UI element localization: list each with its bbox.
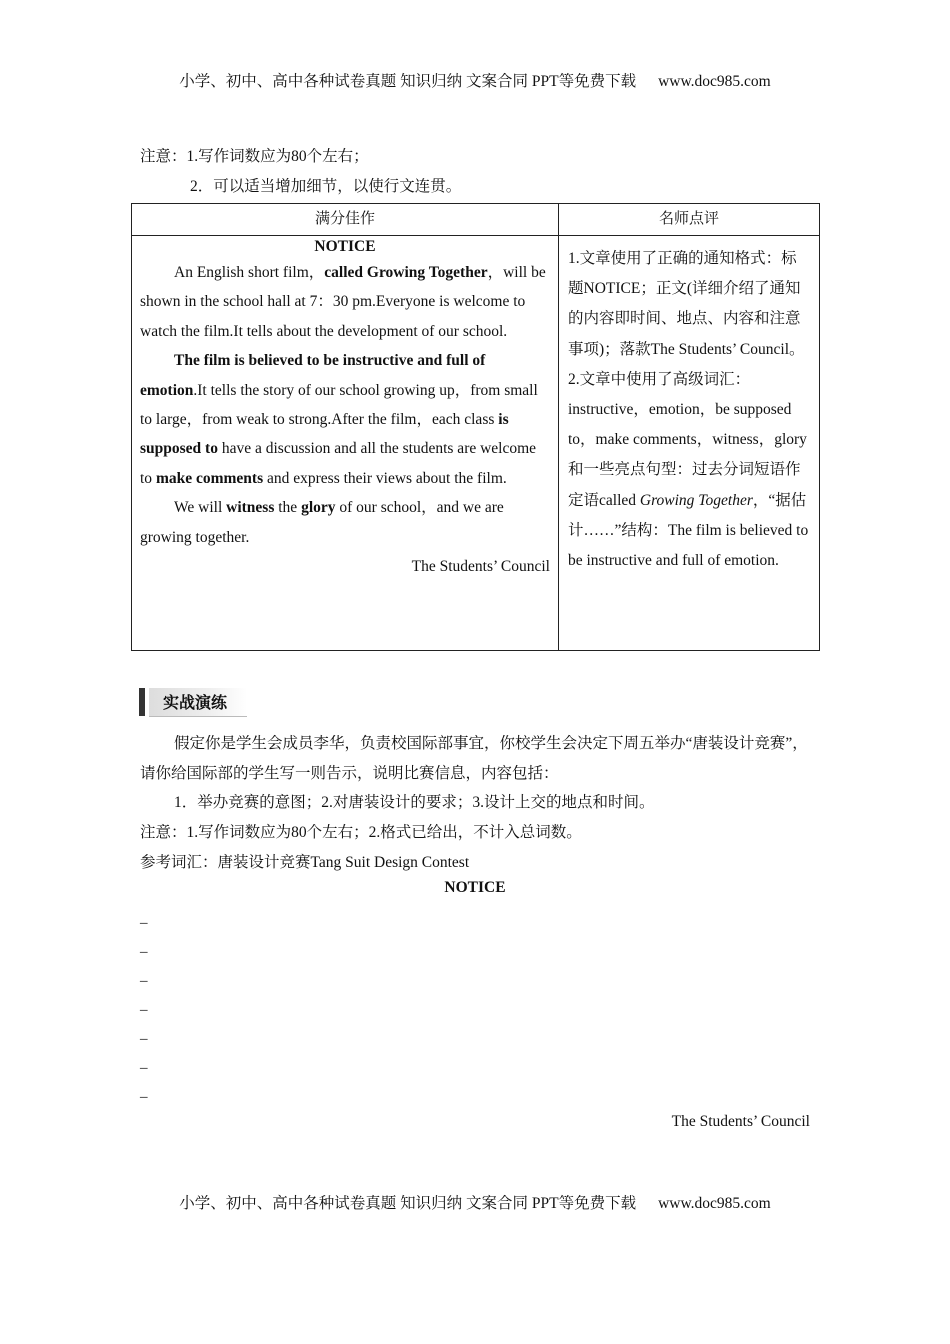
col-header-essay: 满分佳作 (132, 204, 559, 236)
p3-text-a: We will (174, 499, 227, 517)
practice-vocab: 参考词汇：唐装设计竞赛Tang Suit Design Contest (140, 854, 470, 871)
essay-cell (132, 236, 559, 651)
p2-bold-comments: make comments (155, 469, 264, 487)
footer-site: www.doc985.com (658, 1195, 771, 1212)
essay-paragraph-2 (140, 346, 550, 493)
comment-2-text-a: 2.文章中使用了高级词汇：instructive，emotion，be supposed to，make comments，witness，glory和一些亮点句型：过去分词短语作定语called (568, 370, 807, 509)
essay-title: NOTICE (314, 238, 376, 255)
header-site: www.doc985.com (658, 73, 771, 90)
p3-text-c: the (274, 499, 302, 517)
footer-text: 小学、初中、高中各种试卷真题 知识归纳 文案合同 PPT等免费下载 (179, 1195, 637, 1212)
answer-blank-line[interactable]: _ (140, 1026, 148, 1042)
header-text: 小学、初中、高中各种试卷真题 知识归纳 文案合同 PPT等免费下载 (179, 73, 637, 90)
comment-2-text-c: ，“据估计……”结构：The film is believed to be instructive and full of emotion. (568, 491, 809, 570)
practice-signature: The Students’ Council (671, 1113, 810, 1130)
answer-blank-line[interactable]: _ (140, 1055, 148, 1071)
comment-2 (568, 365, 811, 576)
practice-title: NOTICE (444, 879, 506, 896)
section-bar-icon (139, 688, 145, 716)
practice-requirements: 1．举办竞赛的意图；2.对唐装设计的要求；3.设计上交的地点和时间。 (174, 794, 655, 811)
p2-text-b: .It tells the story of our school growing up，from small to large，from weak to strong.After the film，each class (140, 381, 538, 429)
note-line-2: 2．可以适当增加细节，以使行文连贯。 (190, 178, 462, 195)
answer-blank-line[interactable]: _ (140, 910, 148, 926)
p1-text-a: An English short film， (174, 264, 325, 281)
section-label: 实战演练 (163, 693, 228, 712)
p3-text-e: of our school，and we are growing together. (140, 499, 504, 546)
essay-paragraph-3 (140, 493, 550, 552)
note-line-1: 注意：1.写作词数应为80个左右； (140, 148, 369, 165)
section-heading-practice (139, 688, 247, 716)
essay-signature: The Students’ Council (411, 558, 550, 576)
comment-cell (559, 236, 820, 651)
comment-1: 1.文章使用了正确的通知格式：标题NOTICE；正文(详细介绍了通知的内容即时间、地点、内容和注意事项)；落款The Students’ Council。 (568, 250, 805, 358)
p2-bold-sentence: The film is believed to be instructive and full of emotion (140, 352, 486, 399)
comment-2-italic: Growing Together (639, 491, 753, 509)
p1-text-c: ，will be shown in the school hall at 7：30 pm.Everyone is welcome to watch the film.It tells about the development of our school. (140, 264, 546, 340)
answer-blank-line[interactable]: _ (140, 939, 148, 955)
practice-notes: 注意：1.写作词数应为80个左右；2.格式已给出，不计入总词数。 (140, 824, 582, 841)
model-essay-table (131, 203, 820, 651)
page-footer (0, 1191, 950, 1213)
p3-bold-witness: witness (226, 499, 275, 517)
p3-bold-glory: glory (301, 499, 336, 517)
answer-blank-line[interactable]: _ (140, 997, 148, 1013)
p1-bold-phrase: called Growing Together (324, 264, 488, 281)
answer-blank-line[interactable]: _ (140, 1084, 148, 1100)
p2-bold-supposed: is supposed to (140, 411, 509, 458)
practice-prompt: 假定你是学生会成员李华，负责校国际部事宜，你校学生会决定下周五举办“唐装设计竞赛”，请你给国际部的学生写一则告示，说明比赛信息，内容包括： (140, 735, 808, 782)
p2-text-f: and express their views about the film. (263, 469, 507, 487)
essay-paragraph-1 (140, 258, 550, 346)
answer-blank-line[interactable]: _ (140, 968, 148, 984)
col-header-comment: 名师点评 (559, 204, 820, 236)
page-header (0, 69, 950, 91)
p2-text-d: have a discussion and all the students are welcome to (140, 440, 537, 487)
